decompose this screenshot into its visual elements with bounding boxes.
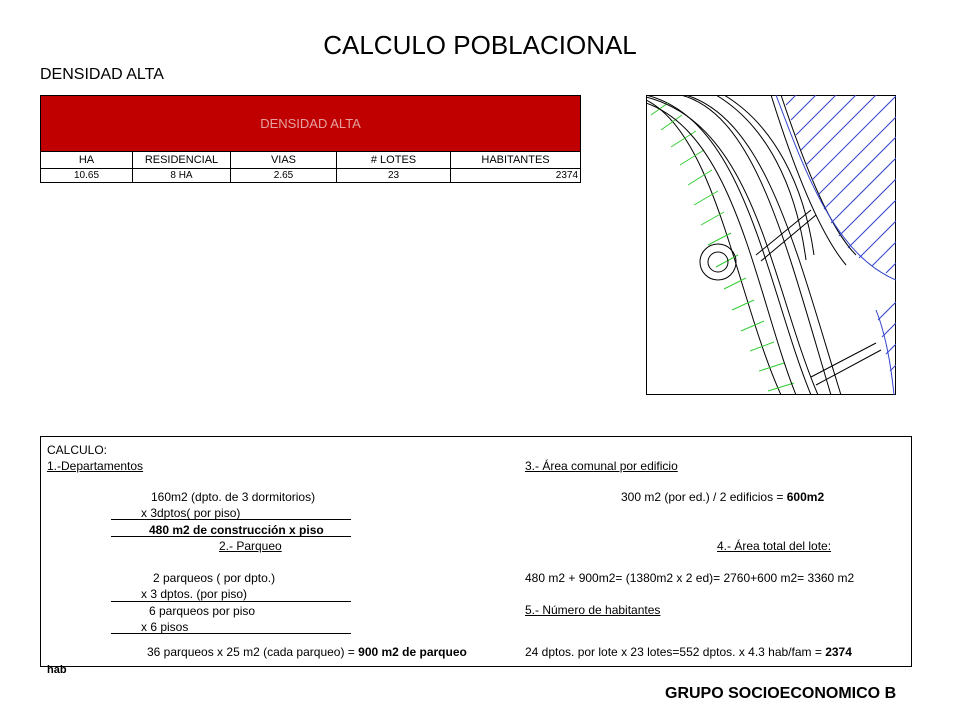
parqueo-line: x 6 pisos: [141, 620, 189, 634]
table-cell: 2.65: [231, 169, 337, 183]
parqueo-line: x 3 dptos. (por piso): [141, 587, 248, 601]
habitantes-unit: hab: [47, 664, 67, 676]
column-header: # LOTES: [337, 152, 451, 169]
area-total-line: 480 m2 + 900m2= (1380m2 x 2 ed)= 2760+600 m2= 3360 m2: [525, 571, 855, 585]
column-header: HABITANTES: [451, 152, 581, 169]
area-comunal-line: [621, 490, 824, 504]
habitantes-value: 2374: [825, 645, 852, 659]
departamentos-title: 1.-Departamentos: [47, 459, 144, 473]
density-table-heading: DENSIDAD ALTA: [41, 96, 581, 152]
sum-rule: [111, 601, 351, 602]
departamentos-line: 160m2 (dpto. de 3 dormitorios): [151, 490, 316, 504]
site-plan-frame: [647, 96, 896, 395]
column-header: HA: [41, 152, 133, 169]
table-cell: 23: [337, 169, 451, 183]
site-plan-diagram: [646, 95, 896, 395]
area-total-title: 4.- Área total del lote:: [717, 539, 832, 553]
sum-rule: [111, 536, 351, 537]
area-comunal-text: 300 m2 (por ed.) / 2 edificios =: [621, 490, 787, 504]
parqueo-result-value: 900 m2 de parqueo: [358, 645, 467, 659]
page-subtitle: DENSIDAD ALTA: [40, 66, 164, 83]
socioeconomic-group-label: GRUPO SOCIOECONOMICO B: [665, 685, 897, 702]
table-cell: 8 HA: [133, 169, 231, 183]
parqueo-result: [147, 645, 467, 659]
density-table-header-row: [41, 152, 581, 169]
habitantes-text: 24 dptos. por lote x 23 lotes=552 dptos. x 4.3 hab/fam =: [525, 645, 826, 659]
area-comunal-value: 600m2: [786, 490, 825, 504]
habitantes-title: 5.- Número de habitantes: [525, 603, 661, 617]
density-table-value-row: [41, 169, 581, 183]
column-header: VIAS: [231, 152, 337, 169]
parqueo-result-text: 36 parqueos x 25 m2 (cada parqueo) =: [147, 645, 359, 659]
page-title: CALCULO POBLACIONAL: [323, 30, 637, 60]
calculation-box: [40, 436, 912, 676]
calc-heading: CALCULO:: [47, 443, 108, 457]
column-header: RESIDENCIAL: [133, 152, 231, 169]
departamentos-result: 480 m2 de construcción x piso: [149, 523, 324, 537]
area-comunal-title: 3.- Área comunal por edificio: [525, 459, 678, 473]
parqueo-line: 6 parqueos por piso: [149, 604, 256, 618]
parqueo-line: 2 parqueos ( por dpto.): [153, 571, 276, 585]
table-cell: 2374: [451, 169, 581, 183]
sum-rule: [111, 633, 351, 634]
habitantes-line: [525, 645, 852, 659]
parqueo-title: 2.- Parqueo: [219, 539, 282, 553]
departamentos-line: x 3dptos( por piso): [141, 506, 241, 520]
density-table: [40, 95, 581, 183]
sum-rule: [111, 519, 351, 520]
table-cell: 10.65: [41, 169, 133, 183]
